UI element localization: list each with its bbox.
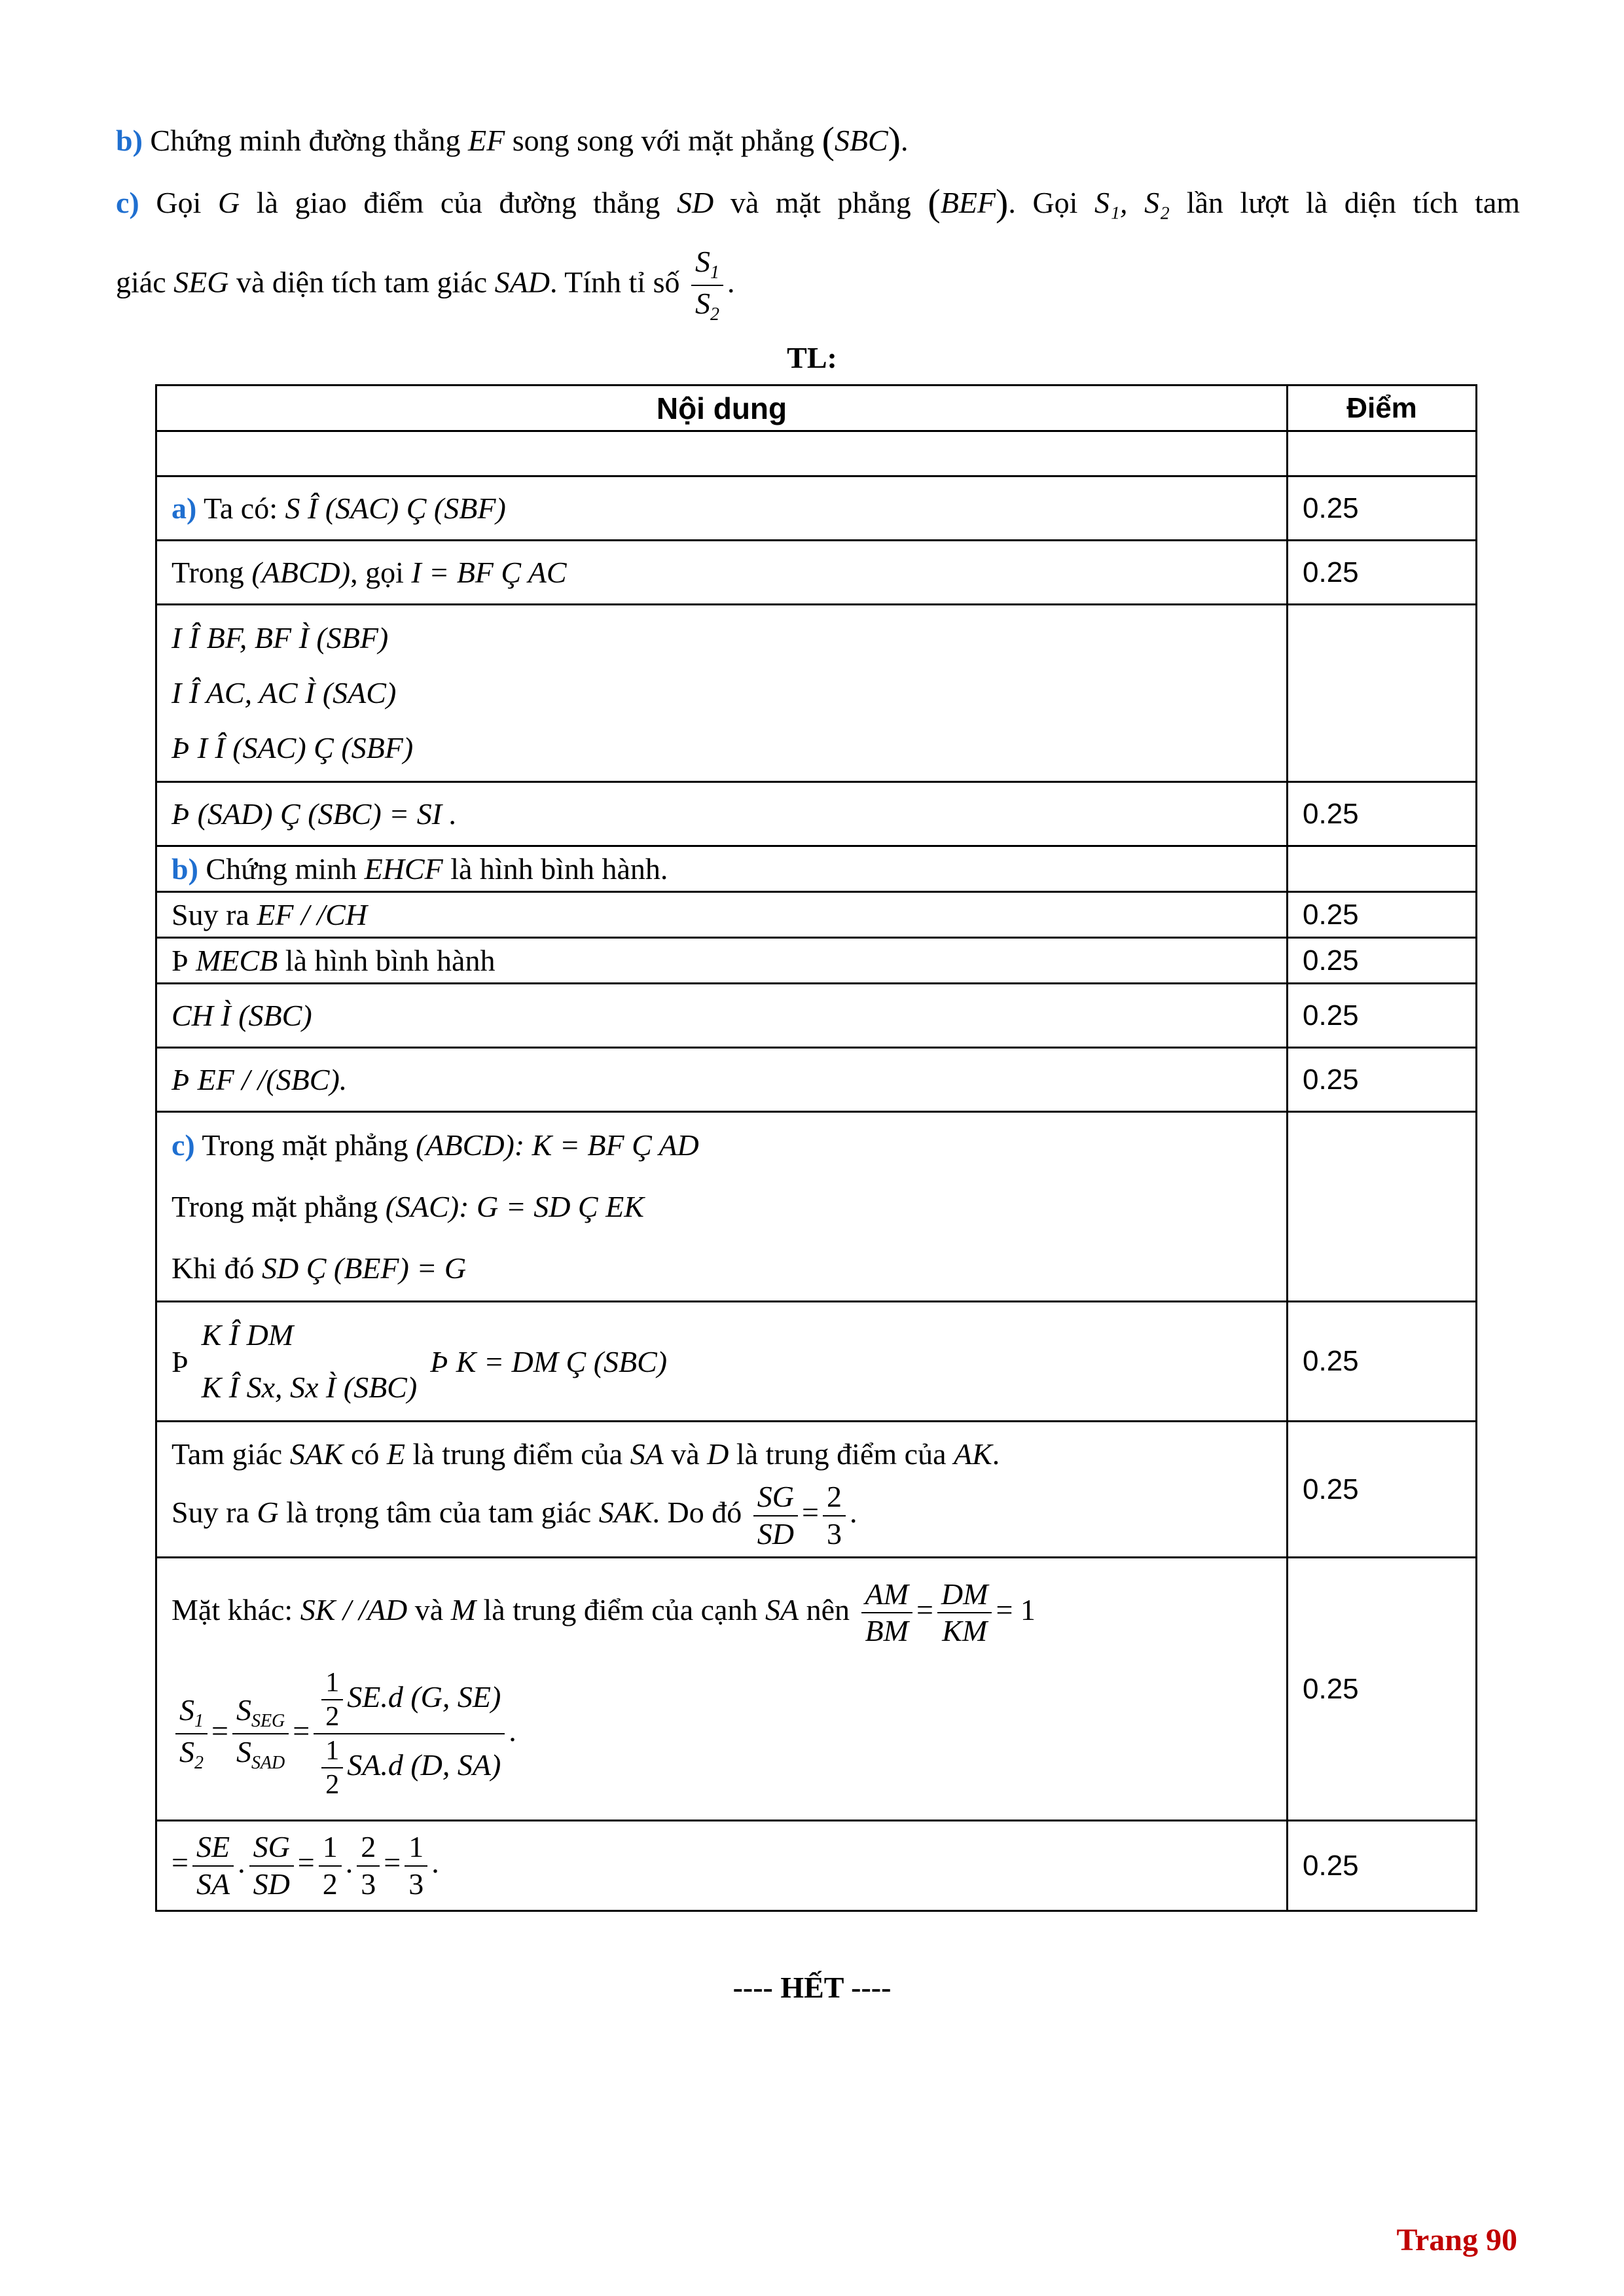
math-expression: SD Ç (BEF) = G <box>262 1251 467 1285</box>
text: giác <box>116 265 166 299</box>
score-value: 0.25 <box>1288 476 1477 541</box>
score-value: 0.25 <box>1288 938 1477 984</box>
table-row <box>156 1302 1477 1422</box>
math-S1-S2: S₁, S₂ <box>1094 186 1170 219</box>
math-expression: Þ EF / /(SBC). <box>171 1063 348 1096</box>
text: Chứng minh <box>206 852 357 886</box>
math-plane: (ABCD) <box>251 556 351 589</box>
math-expression: EF / /CH <box>257 898 367 931</box>
fraction-2-3: $\frac{2}{3}$ <box>823 1480 846 1551</box>
math-expression: (SAC): G = SD Ç EK <box>385 1189 644 1223</box>
question-c-line2: giác SEG và diện tích tam giác SAD. Tính tỉ số $\frac{S_1}{S_2}$ . <box>116 245 735 325</box>
question-c-label: c) <box>116 186 139 219</box>
system-of-conditions <box>171 1309 667 1414</box>
score-value: 0.25 <box>1288 1048 1477 1112</box>
table-row <box>156 846 1477 892</box>
table-row <box>156 476 1477 541</box>
text: . Gọi <box>1008 186 1078 219</box>
fraction-AM-BM: $\frac{AM}{BM}$ <box>861 1578 912 1648</box>
math-expression: S Î (SAC) Ç (SBF) <box>285 492 506 525</box>
answer-table <box>155 384 1477 1912</box>
text: Suy ra <box>171 898 249 931</box>
score-value: 0.25 <box>1288 892 1477 938</box>
question-b: b) Chứng minh đường thẳng EF song song với mặt phẳng (SBC). <box>116 119 909 162</box>
table-row <box>156 782 1477 846</box>
implies-symbol: Þ <box>171 1344 189 1378</box>
text: , gọi <box>350 556 404 589</box>
fraction-S1-S2: $\frac{S_1}{S_2}$ <box>175 1694 208 1774</box>
text: và mặt phẳng <box>730 186 911 219</box>
answer-heading: TL: <box>787 341 837 374</box>
text: và diện tích tam giác <box>236 265 488 299</box>
table-row <box>156 1048 1477 1112</box>
table-row <box>156 1112 1477 1302</box>
header-content: Nội dung <box>156 386 1288 431</box>
math-expression: MECB <box>196 944 278 977</box>
math-expression: (ABCD): K = BF Ç AD <box>416 1128 699 1162</box>
score-value <box>1288 605 1477 782</box>
score-value: 0.25 <box>1288 1422 1477 1558</box>
text: Trong <box>171 556 244 589</box>
text: Trong mặt phẳng <box>171 1189 378 1223</box>
score-value <box>1288 846 1477 892</box>
implies-symbol: Þ <box>171 944 189 977</box>
math-line: I Î BF, BF Ì (SBF) <box>171 621 389 655</box>
question-b-text: Chứng minh đường thẳng <box>150 124 461 157</box>
fraction-S1-S2: $\frac{S_1}{S_2}$ <box>691 245 723 325</box>
math-result: Þ K = DM Ç (SBC) <box>430 1344 668 1378</box>
score-value: 0.25 <box>1288 1302 1477 1422</box>
table-row <box>156 605 1477 782</box>
text: Khi đó <box>171 1251 255 1285</box>
text: là hình bình hành <box>285 944 496 977</box>
score-value: 0.25 <box>1288 984 1477 1048</box>
math-line: I Î AC, AC Ì (SAC) <box>171 676 397 709</box>
text: lần lượt là diện tích tam <box>1186 186 1521 219</box>
math-expression: CH Ì (SBC) <box>171 999 312 1032</box>
score-value: 0.25 <box>1288 782 1477 846</box>
text: . Tính tỉ số <box>549 265 680 299</box>
end-marker: ---- HẾT ---- <box>732 1971 892 2004</box>
table-row <box>156 938 1477 984</box>
math-SEG: SEG <box>173 265 229 299</box>
score-value <box>1288 1112 1477 1302</box>
part-a-label: a) <box>171 492 197 525</box>
math-line: K Î DM <box>201 1318 294 1352</box>
page-number: Trang 90 <box>1396 2223 1517 2257</box>
table-row <box>156 984 1477 1048</box>
question-b-label: b) <box>116 124 143 157</box>
math-expression: EHCF <box>364 852 443 886</box>
table-row: Tam giác SAK có E là trung điểm của SA và D là trung điểm của AK. Suy ra G là trọng tâm của tam giác SAK. Do đó $\frac{SG}{SD}$ = $\frac{2}{3}$ . 0.25 <box>156 1422 1477 1558</box>
math-line: Þ I Î (SAC) Ç (SBF) <box>171 731 414 764</box>
math-SD: SD <box>676 186 714 219</box>
fraction-area-ratio: $\frac{1}{2}$ SE.d (G, SE) $\frac{1}{2}$ SA.d (D, SA) <box>314 1668 505 1801</box>
math-plane-BEF: BEF <box>940 186 996 219</box>
part-c-label: c) <box>171 1128 195 1162</box>
table-row-empty <box>156 431 1477 476</box>
text: là hình bình hành. <box>450 852 668 886</box>
math-EF: EF <box>468 124 505 157</box>
table-row: Mặt khác: SK / /AD và M là trung điểm của cạnh SA nên $\frac{AM}{BM}$ = $\frac{DM}{KM}$ = 1 $\frac{S_1}{S_2}$ = $\frac{S_{SEG}}{S_{SAD}}$ = $\frac{1}{2}$ SE.d (G, SE) $\frac{1}{2}$ SA.d (D, SA) . 0.25 <box>156 1558 1477 1821</box>
fraction-DM-KM: $\frac{DM}{KM}$ <box>937 1578 992 1648</box>
math-plane-SBC: SBC <box>834 124 888 157</box>
math-expression: Þ (SAD) Ç (SBC) = SI . <box>171 797 458 831</box>
math-line: K Î Sx, Sx Ì (SBC) <box>201 1371 418 1404</box>
score-value: 0.25 <box>1288 1558 1477 1821</box>
math-G: G <box>217 186 240 219</box>
text: Trong mặt phẳng <box>202 1128 408 1162</box>
question-b-text2: song song với mặt phẳng <box>512 124 815 157</box>
text: là giao điểm của đường thẳng <box>256 186 660 219</box>
score-value: 0.25 <box>1288 1821 1477 1911</box>
math-SAD: SAD <box>494 265 550 299</box>
table-row <box>156 892 1477 938</box>
fraction-SSEG-SSAD: $\frac{S_{SEG}}{S_{SAD}}$ <box>232 1694 289 1774</box>
table-row: = $\frac{SE}{SA}$ . $\frac{SG}{SD}$ = $\frac{1}{2}$ . $\frac{2}{3}$ = $\frac{1}{3}$ . 0.25 <box>156 1821 1477 1911</box>
math-expression: I = BF Ç AC <box>411 556 567 589</box>
score-value: 0.25 <box>1288 541 1477 605</box>
part-b-label: b) <box>171 852 198 886</box>
header-score: Điểm <box>1288 386 1477 431</box>
text: Ta có: <box>204 492 278 525</box>
table-row <box>156 541 1477 605</box>
text: Gọi <box>156 186 202 219</box>
question-c: c) Gọi G là giao điểm của đường thẳng SD và mặt phẳng (BEF). Gọi S₁, S₂ lần lượt là diện tích tam <box>116 181 1521 224</box>
fraction-SG-SD: $\frac{SG}{SD}$ <box>753 1480 798 1551</box>
